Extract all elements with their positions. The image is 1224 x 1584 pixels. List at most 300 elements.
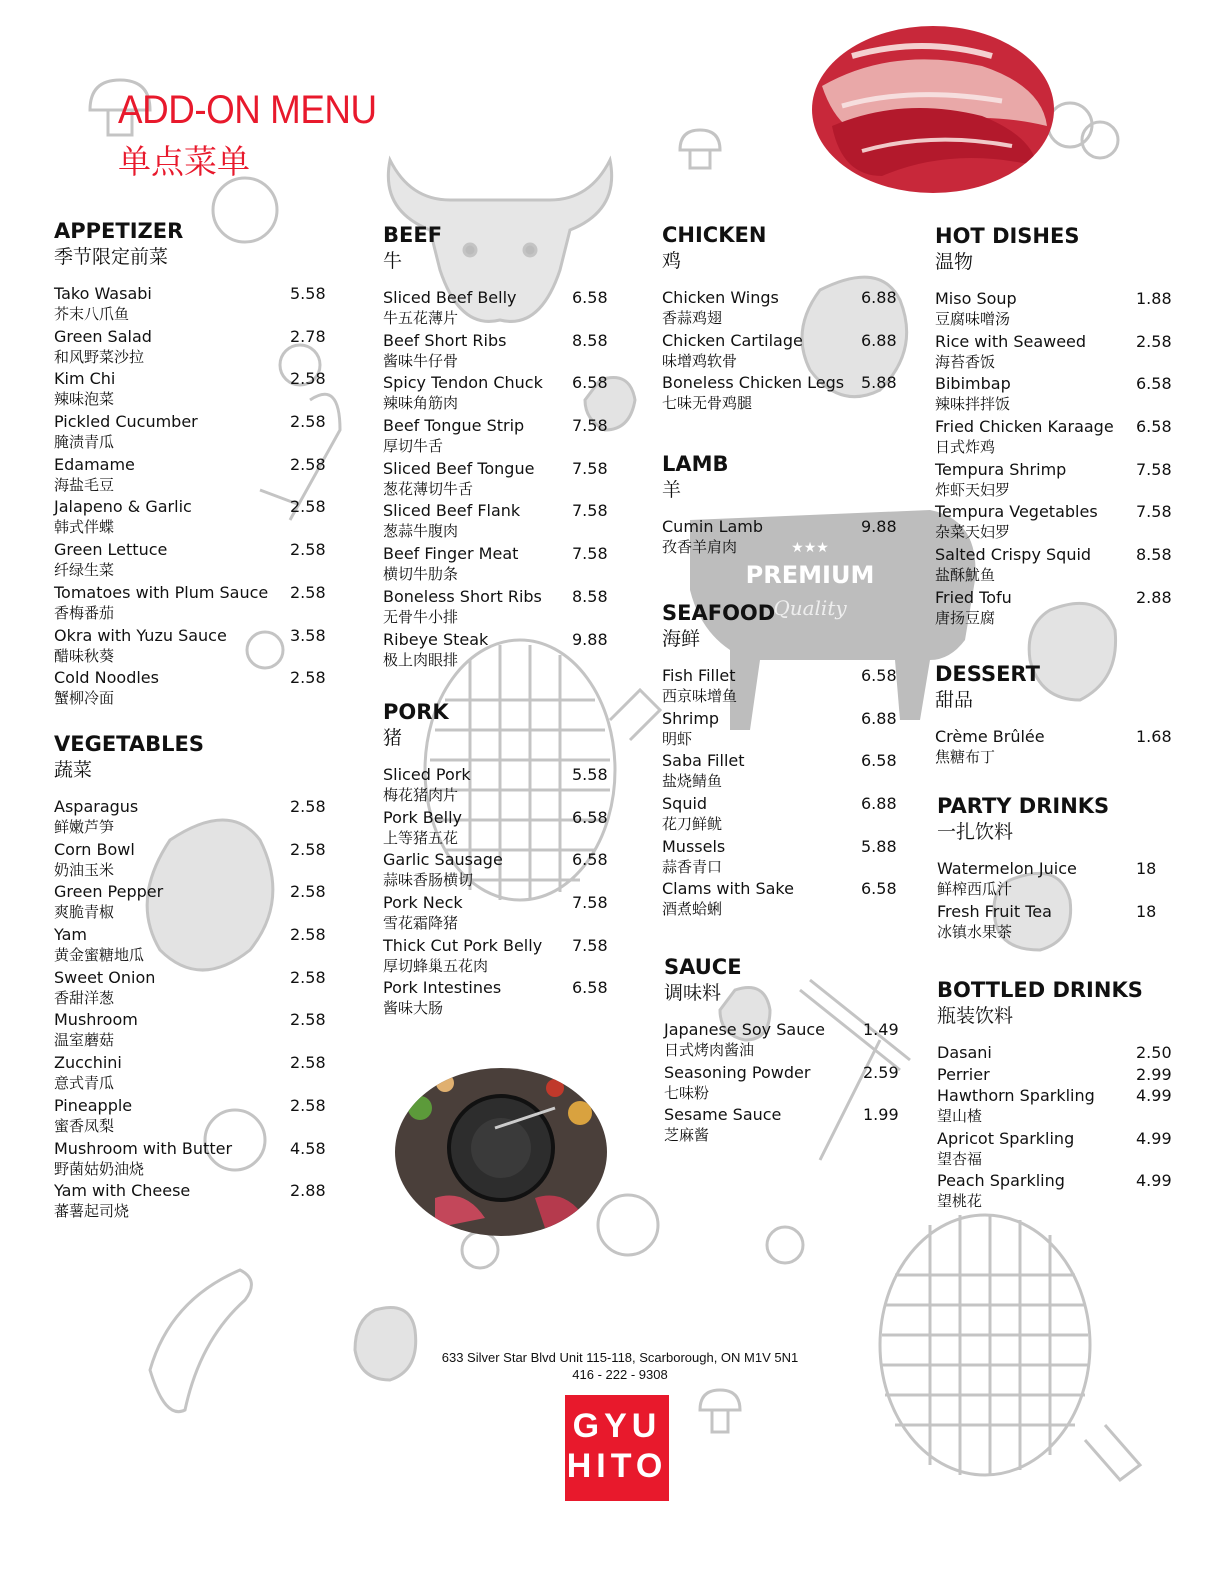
section-heading: HOT DISHES [935,224,1080,248]
menu-item-name: Yam with Cheese [54,1181,191,1201]
menu-item [383,587,608,630]
menu-item-name: Sliced Beef Belly [383,288,517,307]
svg-text:★★★: ★★★ [791,540,829,556]
menu-item-price: 18 [1136,859,1157,878]
menu-item-name-chinese: 海苔香饭 [935,352,996,371]
menu-item-name-chinese: 意式青瓜 [54,1074,115,1093]
menu-item-name: Fish Fillet [662,666,736,685]
menu-item-name: Tomatoes with Plum Sauce [54,582,269,602]
menu-item [937,1129,1172,1172]
menu-item-price: 6.58 [861,751,897,771]
menu-item [383,893,608,936]
menu-item [54,1053,326,1096]
svg-text:Quality: Quality [773,596,847,620]
menu-item-name-chinese: 七味粉 [664,1083,710,1102]
menu-item-price: 7.58 [1136,459,1172,479]
menu-item-price: 7.58 [572,501,608,521]
logo-line-1: GYU [572,1407,662,1445]
menu-item-name-chinese: 七味无骨鸡腿 [662,394,753,413]
menu-item [662,837,898,880]
menu-item-price: 2.58 [290,882,326,902]
menu-item-name: Asparagus [54,797,139,816]
menu-item-name-chinese: 厚切牛舌 [383,437,444,456]
menu-item-name: Sliced Beef Tongue [383,458,535,478]
menu-item-price: 2.58 [290,1095,326,1115]
menu-item [54,1181,326,1224]
menu-item-name-chinese: 望山楂 [937,1107,983,1125]
restaurant-phone: 416 - 222 - 9308 [572,1367,668,1382]
menu-item-name: Fresh Fruit Tea [937,901,1052,921]
section-sauce [664,954,900,1148]
menu-item-price: 2.58 [290,797,326,816]
menu-item-name: Sweet Onion [54,967,156,987]
menu-item-name-chinese: 明虾 [662,729,693,748]
menu-item-price: 9.88 [861,517,897,536]
menu-item-name: Clams with Sake [662,879,794,899]
menu-item-price: 6.58 [572,807,608,827]
menu-item-name-chinese: 醋味秋葵 [54,646,115,665]
menu-item-name-chinese: 芥末八爪鱼 [54,305,130,323]
menu-item [54,626,326,669]
menu-item [383,501,608,544]
menu-item-name-chinese: 蒜味香肠横切 [383,871,474,890]
section-pork [383,699,608,1021]
menu-item-name: Watermelon Juice [937,859,1077,878]
menu-item-name: Garlic Sausage [383,850,503,870]
section-beef [383,222,608,672]
menu-item-price: 2.88 [1136,587,1172,607]
menu-item-name-chinese: 日式烤肉酱油 [664,1041,755,1059]
section-dessert [935,661,1170,770]
menu-item-name-chinese: 酱味大肠 [383,999,444,1018]
menu-item-name-chinese: 无骨牛小排 [383,607,459,626]
menu-item-name: Tako Wasabi [54,284,152,303]
sliced-meat-photo [812,26,1054,193]
menu-item-name-chinese: 炸虾天妇罗 [935,480,1011,499]
menu-item-price: 6.88 [861,330,897,350]
menu-item-name: Mushroom with Butter [54,1138,233,1158]
menu-item-price: 2.58 [290,540,326,560]
section-heading-chinese: 一扎饮料 [937,821,1014,843]
menu-item-name-chinese: 梅花猪肉片 [383,786,459,804]
logo-line-2: HITO [566,1447,668,1485]
menu-item-name-chinese: 孜香羊肩肉 [662,538,738,556]
menu-item [383,288,608,331]
menu-item-price: 2.58 [290,1053,326,1073]
menu-item [383,808,608,851]
menu-item-name-chinese: 上等猪五花 [383,828,459,847]
menu-item-name-chinese: 和风野菜沙拉 [54,347,145,366]
menu-item-name-chinese: 韩式伴蝶 [54,518,115,537]
menu-item [937,859,1172,902]
menu-item-price: 9.88 [572,629,608,649]
menu-item-name: Sliced Pork [383,765,471,784]
menu-item [935,588,1170,631]
menu-item-name-chinese: 酱味牛仔骨 [383,351,459,370]
section-heading: APPETIZER [54,219,184,243]
menu-item-name: Squid [662,794,708,814]
menu-item-name: Seasoning Powder [664,1062,811,1082]
menu-item-name: Pork Neck [383,893,463,913]
menu-item-name-chinese: 盐烧鲭鱼 [662,772,723,791]
menu-item-name: Pork Belly [383,807,462,827]
menu-item-name: Zucchini [54,1053,122,1073]
menu-item-name: Tempura Shrimp [935,459,1067,479]
menu-item-name: Sliced Beef Flank [383,501,521,521]
section-heading: CHICKEN [662,223,767,247]
menu-item-name: Okra with Yuzu Sauce [54,625,227,645]
section-heading-chinese: 海鲜 [662,628,701,650]
section-heading: PORK [383,700,449,724]
menu-item [383,765,608,808]
section-heading: SAUCE [664,955,742,979]
menu-item-name: Bibimbap [935,374,1011,394]
menu-item-price: 18 [1136,901,1157,921]
menu-item [54,925,326,968]
menu-item-name: Jalapeno & Garlic [54,497,192,517]
menu-item-name: Rice with Seaweed [935,331,1087,351]
menu-item-name-chinese: 辣味拌拌饭 [935,395,1011,414]
menu-item-name-chinese: 鲜榨西瓜汁 [937,880,1013,898]
menu-item-price: 6.88 [861,288,897,307]
menu-item-name: Salted Crispy Squid [935,545,1092,565]
restaurant-address: 633 Silver Star Blvd Unit 115-118, Scarborough, ON M1V 5N1 [441,1350,799,1365]
menu-item-price: 2.58 [290,412,326,432]
menu-item [662,794,898,837]
restaurant-contact [380,1349,860,1383]
menu-item-name-chinese: 盐酥魷鱼 [935,566,996,585]
menu-item-name-chinese: 温室蘑菇 [54,1031,115,1050]
menu-item [662,331,898,374]
menu-item-name: Pineapple [54,1095,133,1115]
menu-item-price: 8.58 [572,330,608,350]
menu-item [662,709,898,752]
menu-item-name-chinese: 唐扬豆腐 [935,608,996,627]
menu-item [937,1171,1172,1214]
menu-item-name: Yam [54,925,87,945]
menu-item [937,1086,1172,1129]
menu-item-name: Beef Finger Meat [383,544,519,564]
menu-item-name: Edamame [54,454,135,474]
menu-item-name-chinese: 雪花霜降猪 [383,914,459,933]
menu-item-name: Mushroom [54,1010,138,1030]
cucumber-icon [150,1270,251,1412]
menu-item [54,1139,326,1182]
menu-item-name: Perrier [937,1064,990,1084]
menu-item-price: 6.88 [861,708,897,728]
menu-item-price: 5.58 [572,765,608,784]
menu-item-name-chinese: 横切牛肋条 [383,565,459,584]
menu-item-price: 2.58 [290,1010,326,1030]
menu-item-name: Green Salad [54,326,152,346]
section-heading: BEEF [383,223,443,247]
menu-item-name-chinese: 望桃花 [937,1192,983,1211]
menu-item-price: 2.78 [290,326,326,346]
menu-item [664,1105,900,1148]
menu-item [935,545,1170,588]
section-chicken [662,222,898,416]
menu-item-name: Green Lettuce [54,540,168,560]
menu-item-name-chinese: 芝麻酱 [664,1126,710,1145]
menu-item-name-chinese: 花刀鲜鱿 [662,815,723,834]
menu-item [662,288,898,331]
menu-item-price: 2.50 [1136,1043,1172,1062]
menu-item [383,544,608,587]
menu-item [935,374,1170,417]
section-heading-chinese: 瓶装饮料 [937,1005,1014,1027]
menu-item-name-chinese: 辣味角筋肉 [383,394,459,413]
menu-item-name: Beef Tongue Strip [383,416,525,436]
menu-item [54,540,326,583]
menu-item [54,327,326,370]
menu-item [54,497,326,540]
menu-item-price: 6.58 [1136,417,1172,437]
menu-item-price: 4.58 [290,1138,326,1158]
section-heading-chinese: 调味料 [664,982,722,1004]
menu-item-price: 1.99 [863,1105,899,1125]
menu-item [54,583,326,626]
menu-item-price: 2.58 [1136,331,1172,351]
menu-item-price: 4.99 [1136,1128,1172,1148]
menu-item [54,840,326,883]
menu-item-price: 8.58 [572,586,608,606]
menu-item-price: 6.58 [572,288,608,307]
menu-item-price: 7.58 [572,458,608,478]
section-seafood [662,600,898,922]
menu-item-name: Pork Intestines [383,978,502,998]
menu-item-name: Mussels [662,836,726,856]
section-heading-chinese: 季节限定前菜 [54,246,169,268]
menu-item [54,968,326,1011]
menu-item-name-chinese: 鲜嫩芦笋 [54,818,115,836]
menu-item-price: 6.58 [1136,374,1172,394]
menu-item-name-chinese: 野菌姑奶油烧 [54,1159,145,1178]
menu-item-price: 2.88 [290,1181,326,1201]
menu-item-name-chinese: 香蒜鸡翅 [662,309,723,327]
menu-item-name: Beef Short Ribs [383,330,507,350]
menu-item-name: Pickled Cucumber [54,412,198,432]
section-heading-chinese: 羊 [662,479,682,501]
menu-title-chinese: 单点菜单 [118,142,250,181]
section-heading-chinese: 甜品 [935,689,974,711]
menu-item-name-chinese: 味增鸡软骨 [662,351,738,370]
section-heading-chinese: 猪 [383,727,403,749]
menu-item-price: 3.58 [290,625,326,645]
menu-item-name: Fried Tofu [935,587,1012,607]
gyuhito-logo [565,1395,669,1501]
section-heading: BOTTLED DRINKS [937,978,1143,1002]
grill-icon-bottom-right [880,1215,1140,1480]
menu-item-name: Hawthorn Sparkling [937,1086,1095,1105]
menu-item-price: 7.58 [572,893,608,913]
menu-item-price: 2.58 [290,668,326,688]
menu-item-name-chinese: 杂菜天妇罗 [935,523,1011,542]
menu-item-name-chinese: 奶油玉米 [54,860,115,879]
menu-item-price: 1.88 [1136,289,1172,308]
menu-item-name-chinese: 辣味泡菜 [54,390,115,409]
menu-item-name-chinese: 黄金蜜糖地瓜 [54,946,145,965]
menu-item-name-chinese: 牛五花薄片 [383,309,459,327]
section-heading: SEAFOOD [662,601,776,625]
menu-item-price: 6.58 [861,879,897,899]
menu-item [54,412,326,455]
menu-item [662,666,898,709]
menu-item-name-chinese: 蒜香青口 [662,857,723,876]
menu-item [935,289,1170,332]
menu-item [935,460,1170,503]
section-party-drinks [937,793,1172,944]
menu-item [937,1043,1172,1065]
section-heading-chinese: 蔬菜 [54,759,93,781]
menu-item-name-chinese: 香甜洋葱 [54,988,115,1007]
menu-item [383,459,608,502]
menu-item-name-chinese: 海盐毛豆 [54,475,115,494]
menu-item-name: Crème Brûlée [935,727,1045,746]
menu-item-name-chinese: 望杏福 [937,1149,983,1168]
menu-item-name: Peach Sparkling [937,1171,1065,1191]
menu-item-name-chinese: 日式炸鸡 [935,438,996,457]
menu-item [935,417,1170,460]
menu-item-name-chinese: 焦糖布丁 [935,748,996,766]
menu-item [664,1063,900,1106]
menu-item-name-chinese: 西京味增鱼 [662,687,738,705]
menu-item-name: Sesame Sauce [664,1105,782,1125]
menu-item-name: Tempura Vegetables [935,502,1098,522]
menu-item-name-chinese: 蕃薯起司烧 [54,1202,130,1221]
menu-item-price: 6.58 [572,978,608,998]
menu-item-name: Kim Chi [54,369,116,389]
menu-item-name-chinese: 蟹柳冷面 [54,689,115,708]
menu-item [54,1096,326,1139]
menu-item [54,455,326,498]
menu-item [662,517,898,560]
section-heading-chinese: 鸡 [662,250,682,272]
menu-item-name: Cold Noodles [54,668,159,688]
section-heading-chinese: 温物 [935,251,974,273]
menu-item-price: 7.58 [572,416,608,436]
menu-item-name: Miso Soup [935,289,1017,308]
menu-item [383,978,608,1021]
menu-item-price: 5.88 [861,373,897,393]
menu-item-name: Apricot Sparkling [937,1128,1075,1148]
menu-item-price: 2.58 [290,839,326,859]
menu-item-name: Cumin Lamb [662,517,764,536]
menu-item [54,668,326,711]
menu-item-price: 8.58 [1136,545,1172,565]
menu-item-price: 5.58 [290,284,326,303]
menu-item-name-chinese: 蜜香凤梨 [54,1116,115,1135]
menu-item-name: Japanese Soy Sauce [664,1020,825,1039]
menu-item [383,630,608,673]
section-heading: DESSERT [935,662,1040,686]
menu-title: ADD-ON MENU [118,88,377,132]
menu-item-price: 6.58 [861,666,897,685]
menu-item-name: Corn Bowl [54,839,135,859]
menu-item-name-chinese: 爽脆青椒 [54,903,115,922]
section-vegetables [54,731,326,1224]
menu-item [383,331,608,374]
section-appetizer [54,218,326,711]
menu-item-name: Chicken Wings [662,288,779,307]
menu-item-name-chinese: 极上肉眼排 [383,650,459,669]
menu-item-name-chinese: 葱花薄切牛舌 [383,479,474,498]
menu-item-price: 4.99 [1136,1086,1172,1105]
menu-item-price: 5.88 [861,836,897,856]
menu-item [664,1020,900,1063]
menu-item-name: Shrimp [662,708,720,728]
menu-item-price: 6.58 [572,373,608,393]
menu-item-name: Boneless Chicken Legs [662,373,845,393]
menu-item-name: Chicken Cartilage [662,330,803,350]
menu-item-price: 4.99 [1136,1171,1172,1191]
section-heading: PARTY DRINKS [937,794,1110,818]
section-hot-dishes [935,223,1170,631]
section-heading-chinese: 牛 [383,250,403,272]
menu-item-price: 7.58 [1136,502,1172,522]
menu-item-price: 2.59 [863,1062,899,1082]
menu-item [662,373,898,416]
menu-item [54,1010,326,1053]
menu-item-name: Saba Fillet [662,751,745,771]
menu-item-price: 6.58 [572,850,608,870]
menu-item-price: 2.58 [290,925,326,945]
menu-item-name: Ribeye Steak [383,629,489,649]
menu-item [937,902,1172,945]
menu-item-price: 2.58 [290,967,326,987]
menu-item [662,879,898,922]
menu-item [935,727,1170,770]
menu-item-price: 2.58 [290,582,326,602]
bbq-table-photo [395,1068,607,1236]
menu-item [383,936,608,979]
menu-item-price: 2.58 [290,369,326,389]
menu-item-name-chinese: 豆腐味噌汤 [935,310,1011,328]
menu-item-price: 1.49 [863,1020,899,1039]
menu-item-name-chinese: 厚切蜂巢五花肉 [383,956,489,975]
menu-item [662,751,898,794]
menu-item-price: 6.88 [861,794,897,814]
menu-item [937,1065,1172,1087]
section-bottled-drinks [937,977,1172,1214]
menu-item [383,850,608,893]
menu-item [54,369,326,412]
menu-item-name-chinese: 酒煮蛤蜊 [662,900,723,919]
menu-item-name-chinese: 腌渍青瓜 [54,433,115,452]
section-heading: VEGETABLES [54,732,204,756]
menu-item-name: Boneless Short Ribs [383,586,542,606]
menu-item-name: Fried Chicken Karaage [935,417,1114,437]
menu-item [383,373,608,416]
menu-item [54,284,326,327]
menu-item [935,502,1170,545]
menu-item-name: Spicy Tendon Chuck [383,373,543,393]
menu-item-price: 1.68 [1136,727,1172,746]
menu-item-name-chinese: 纤绿生菜 [54,561,115,580]
menu-item-price: 2.58 [290,497,326,517]
menu-item-price: 2.58 [290,454,326,474]
menu-item-name: Thick Cut Pork Belly [383,935,543,955]
menu-item-price: 7.58 [572,544,608,564]
menu-item-name: Green Pepper [54,882,164,902]
menu-item-name-chinese: 香梅番茄 [54,603,115,622]
menu-item-price: 2.99 [1136,1064,1172,1084]
svg-text:PREMIUM: PREMIUM [745,561,875,589]
menu-item [54,797,326,840]
menu-item-name: Dasani [937,1043,992,1062]
menu-item [935,332,1170,375]
menu-item [383,416,608,459]
menu-item-name-chinese: 冰镇水果茶 [937,922,1013,941]
